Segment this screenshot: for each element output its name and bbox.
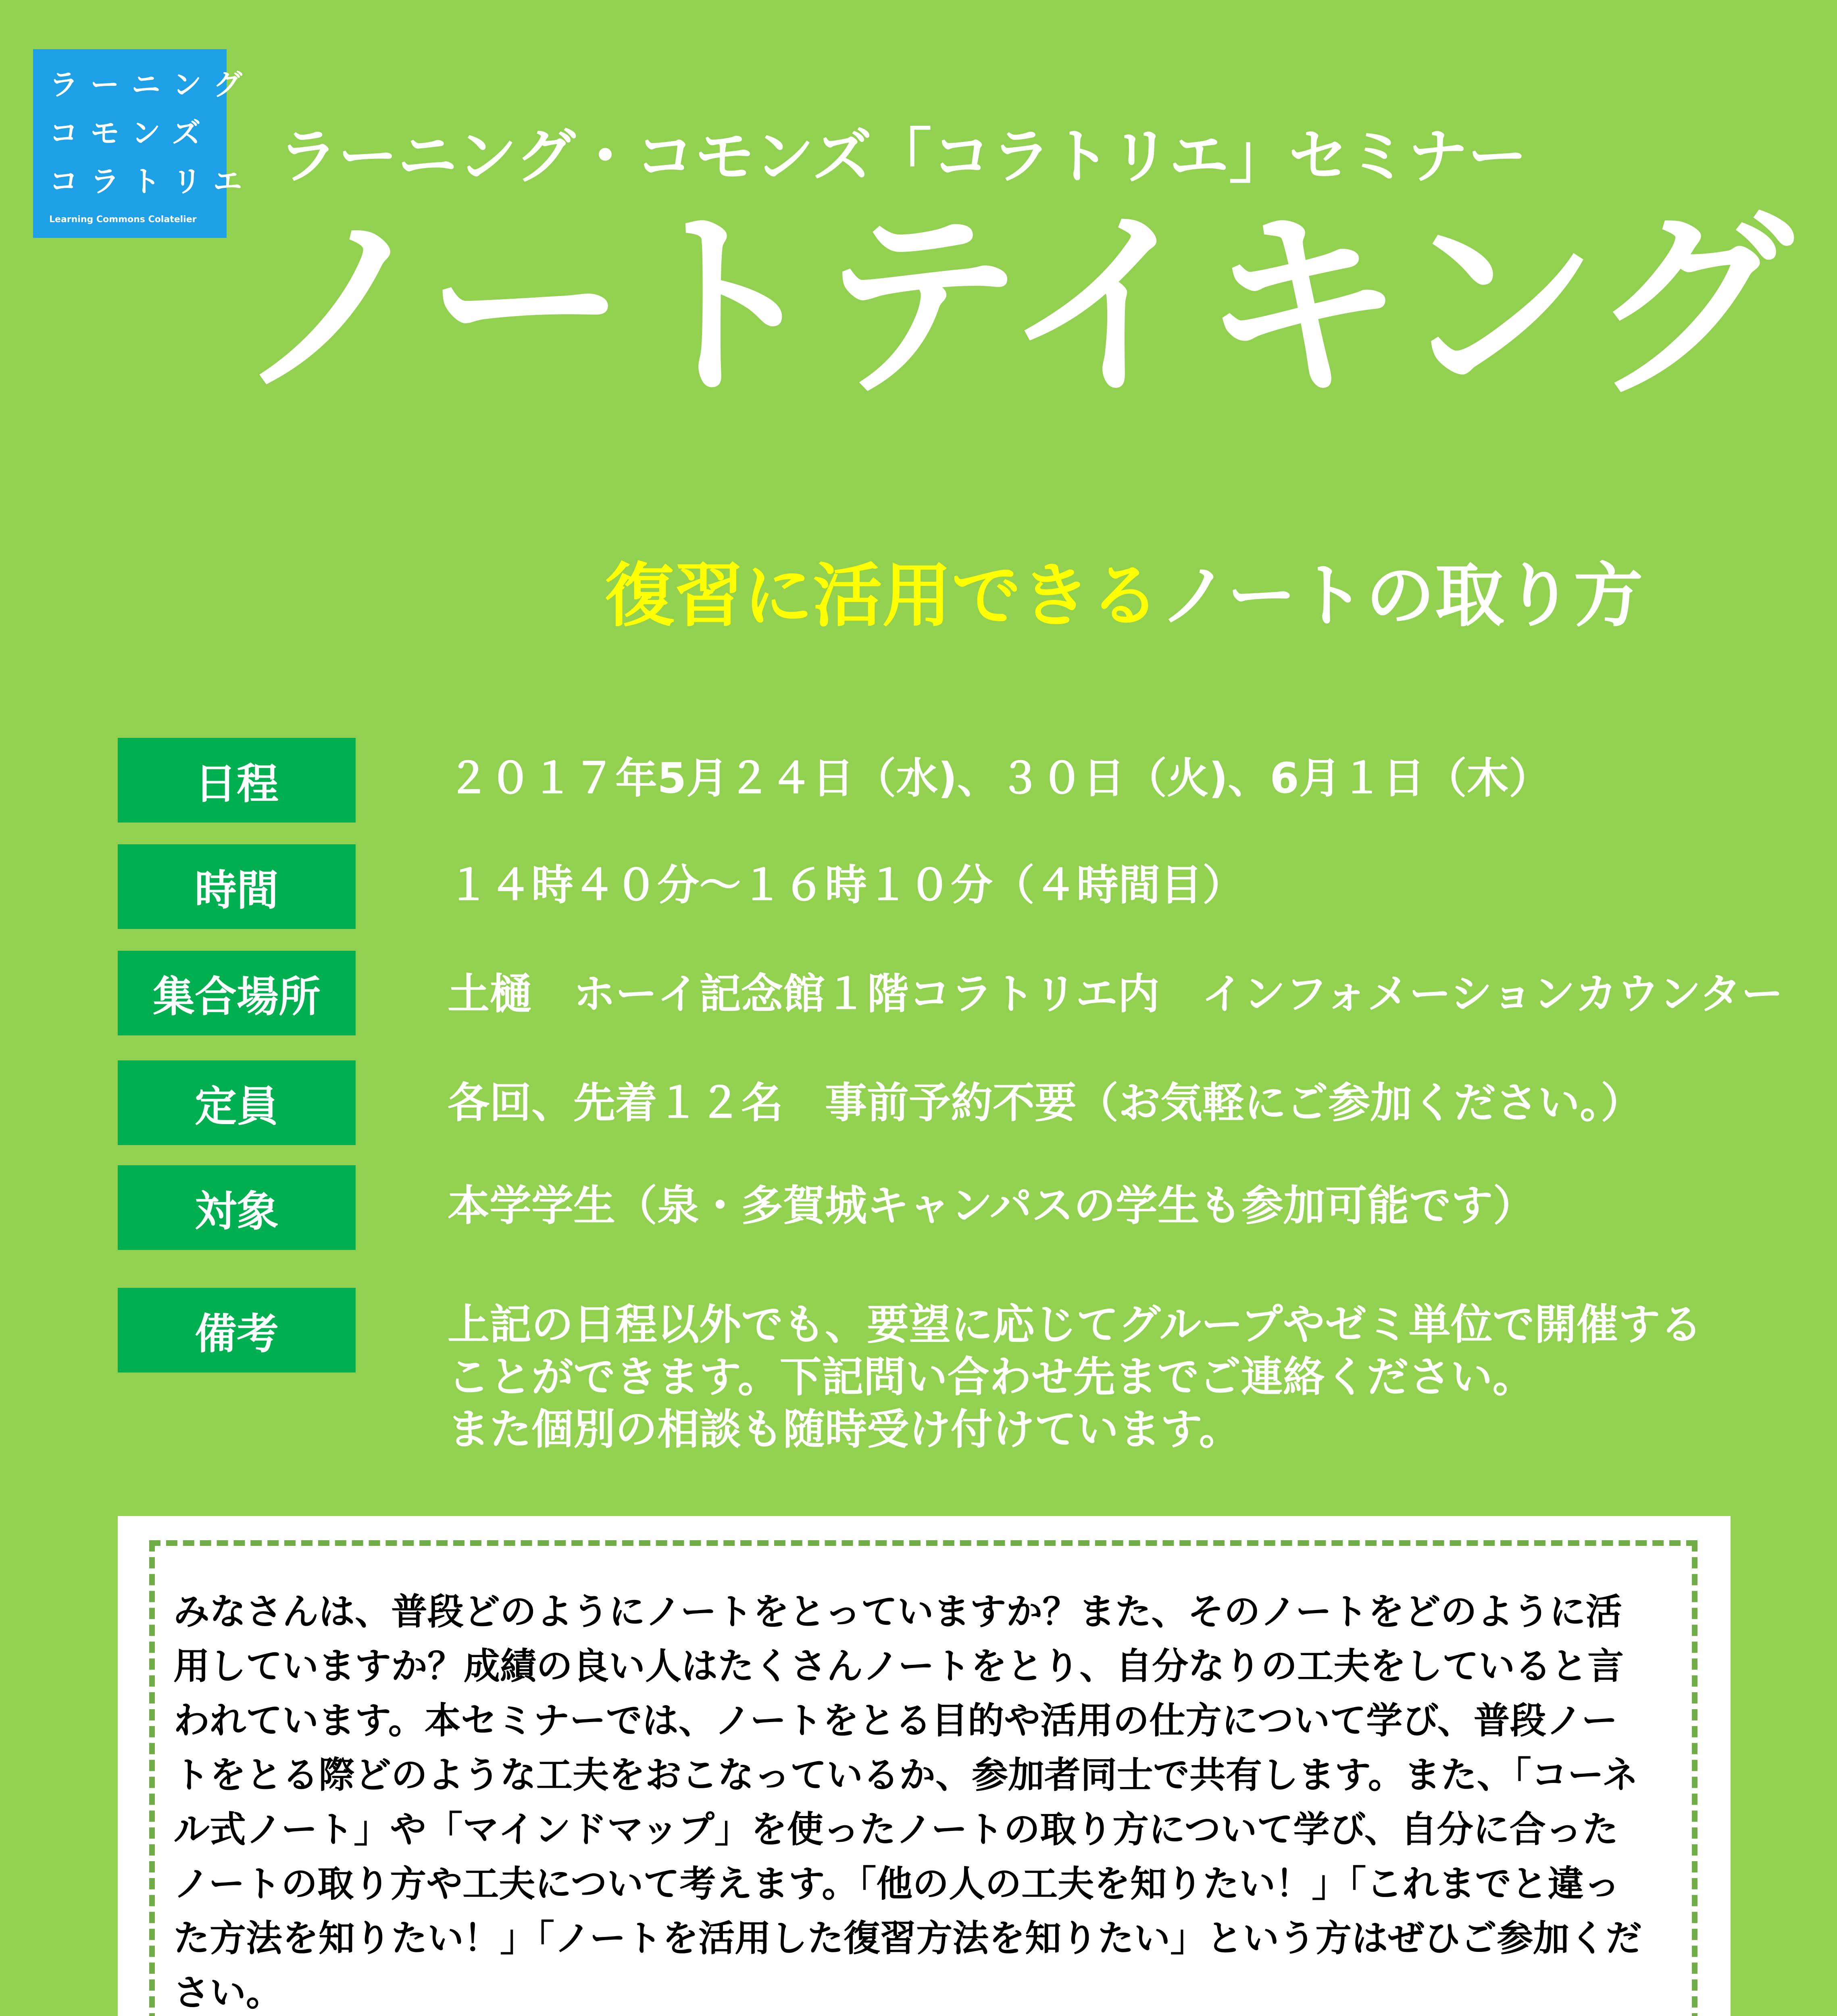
value-remarks [448, 1298, 1702, 1456]
description-line: われています。本セミナーでは、ノートをとる目的や活用の仕方について学び、普段ノー [173, 1699, 1618, 1742]
description-line: みなさんは、普段どのようにノートをとっていますか？また、そのノートをどのように活 [173, 1591, 1622, 1633]
value-capacity: 各回、先着１２名 事前予約不要（お気軽にご参加ください。） [448, 1078, 1643, 1127]
seminar-series: ラーニング・コモンズ「コラトリエ」セミナー [278, 122, 1527, 191]
description-text [173, 1585, 1689, 2016]
label-place: 集合場所 [118, 951, 356, 1035]
label-time: 時間 [118, 844, 356, 929]
value-place: 土樋 ホーイ記念館１階コラトリエ内 インフォメーションカウンター [448, 969, 1783, 1018]
description-line: 用していますか？成績の良い人はたくさんノートをとり、自分なりの工夫をしていると言 [173, 1645, 1624, 1687]
description-line: た方法を知りたい！」「ノートを活用した復習方法を知りたい」という方はぜひご参加くだ [173, 1917, 1642, 1960]
remarks-line-2: ことができます。下記問い合わせ先までご連絡ください。 [448, 1352, 1535, 1402]
subtitle-rest: ノートの取り方 [1160, 555, 1643, 636]
value-time: １４時４０分～１６時１０分（４時間目） [448, 860, 1245, 910]
logo-line-3: コラトリエ [49, 165, 254, 198]
label-target: 対象 [118, 1165, 356, 1250]
subtitle-highlight: 復習に活用できる [605, 555, 1160, 636]
logo-line-1: ラーニング [49, 68, 254, 102]
logo-subtitle: Learning Commons Colatelier [49, 215, 197, 225]
logo-line-2: コモンズ [49, 116, 213, 150]
label-schedule: 日程 [118, 738, 356, 823]
description-line: ノートの取り方や工夫について考えます。「他の人の工夫を知りたい！」「これまでと違っ [173, 1863, 1620, 1905]
page-title: ノートテイキング [234, 189, 1788, 424]
remarks-line-1: 上記の日程以外でも、要望に応じてグループやゼミ単位で開催する [448, 1300, 1702, 1349]
page-subtitle [605, 540, 1643, 640]
remarks-line-3: また個別の相談も随時受け付けています。 [448, 1405, 1241, 1454]
label-capacity: 定員 [118, 1060, 356, 1145]
value-schedule: ２０１７年5月２４日（水)、３０日（火)、6月１日（木） [448, 754, 1551, 803]
value-target: 本学学生（泉・多賀城キャンパスの学生も参加可能です） [448, 1181, 1535, 1230]
description-line: さい。 [173, 1972, 282, 2014]
colatelier-logo [33, 49, 254, 238]
description-line: トをとる際どのような工夫をおこなっているか、参加者同士で共有します。また、「コーネ [173, 1754, 1639, 1796]
label-remarks: 備考 [118, 1288, 356, 1372]
description-line: ル式ノート」や「マインドマップ」を使ったノートの取り方について学び、自分に合った [173, 1808, 1618, 1851]
